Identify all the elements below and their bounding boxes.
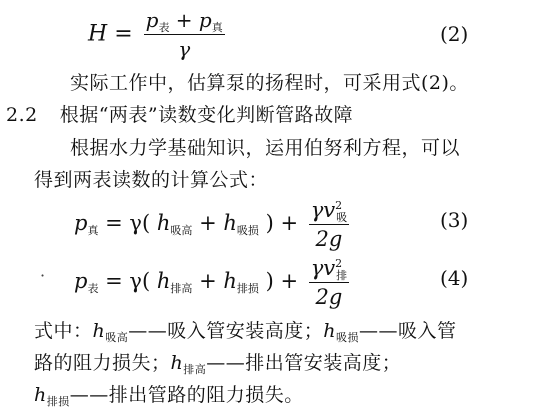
paragraph-2-line-2: 得到两表读数的计算公式： (34, 169, 269, 191)
eq3-gamma-v: γv (310, 198, 336, 222)
defs-text-3: 路的阻力损失； (34, 352, 171, 374)
eq2-denominator: γ (178, 37, 191, 61)
eq3-gamma-open: = γ( (105, 211, 151, 235)
eq3-number: (3) (440, 208, 469, 232)
section-heading (6, 100, 353, 127)
eq4-sub-paisun: 排损 (236, 282, 259, 295)
eq4-gamma-v: γv (310, 256, 336, 280)
eq4-sub-paigao: 排高 (170, 282, 193, 295)
eq3-h-symbol: h (156, 211, 171, 235)
defs-h-symbol-3: h (170, 352, 184, 374)
eq4-plus: + (199, 269, 217, 293)
eq2-equals: = (114, 21, 133, 47)
eq4-sub-pai: 排 (336, 269, 348, 282)
eq2-sub-zhen: 真 (211, 21, 223, 34)
eq4-sup-2: 2 (335, 257, 343, 270)
eq3-sub-xi: 吸 (336, 211, 348, 224)
eq4-denominator: 2g (315, 285, 343, 309)
eq2-p-symbol-2: p (198, 8, 212, 32)
definitions-line-1 (34, 316, 457, 343)
equation-4 (74, 256, 353, 309)
defs-sub-xisun: 吸损 (336, 331, 360, 344)
eq3-fraction (309, 198, 349, 251)
equation-3 (74, 198, 353, 251)
eq3-p-symbol: p (74, 211, 88, 235)
eq3-denominator: 2g (315, 227, 343, 251)
eq3-close-plus: ) + (265, 211, 299, 235)
eq4-number: (4) (440, 266, 469, 290)
eq4-numerator (309, 256, 349, 283)
eq3-sub-xigao: 吸高 (170, 224, 193, 237)
section-number: 2.2 (6, 104, 38, 126)
defs-text-5: ——排出管路的阻力损失。 (69, 384, 304, 406)
eq2-p-symbol: p (145, 8, 159, 32)
eq4-fraction (309, 256, 349, 309)
paragraph-1: 实际工作中，估算泵的扬程时，可采用式(2)。 (70, 72, 469, 94)
defs-sub-paigao: 排高 (183, 363, 207, 376)
defs-prefix: 式中： (34, 320, 93, 342)
eq2-number: (2) (440, 22, 469, 46)
eq4-h-symbol: h (156, 269, 171, 293)
defs-text-4: ——排出管安装高度； (206, 352, 402, 374)
eq2-numerator (144, 8, 225, 35)
defs-text-2: ——吸入管 (359, 320, 457, 342)
defs-h-symbol-4: h (34, 384, 47, 406)
eq4-close-plus: ) + (265, 269, 299, 293)
eq4-gamma-open: = γ( (105, 269, 151, 293)
eq3-sup-2: 2 (335, 199, 343, 212)
scan-dot: · (40, 266, 46, 285)
paragraph-2-line-1: 根据水力学基础知识，运用伯努利方程，可以 (70, 137, 461, 159)
defs-text-1: ——吸入管安装高度； (128, 320, 324, 342)
defs-sub-paisun: 排损 (46, 395, 70, 408)
eq3-h-symbol-2: h (223, 211, 237, 235)
defs-h-symbol: h (92, 320, 106, 342)
eq4-p-symbol: p (74, 269, 88, 293)
eq2-fraction (144, 8, 225, 61)
section-title: 根据“两表”读数变化判断管路故障 (59, 104, 354, 126)
definitions-line-3 (34, 380, 304, 407)
eq4-h-symbol-2: h (223, 269, 237, 293)
defs-h-symbol-2: h (323, 320, 337, 342)
eq2-plus: + (175, 8, 193, 32)
definitions-line-2 (34, 348, 401, 375)
eq2-sub-biao: 表 (158, 21, 170, 34)
eq3-sub-xisun: 吸损 (236, 224, 259, 237)
equation-2 (88, 8, 229, 61)
eq3-numerator (309, 198, 349, 225)
eq3-plus: + (199, 211, 217, 235)
eq2-lhs: H (88, 21, 108, 47)
eq3-sub-zhen: 真 (87, 224, 99, 237)
defs-sub-xigao: 吸高 (105, 331, 129, 344)
eq4-sub-biao: 表 (87, 282, 99, 295)
